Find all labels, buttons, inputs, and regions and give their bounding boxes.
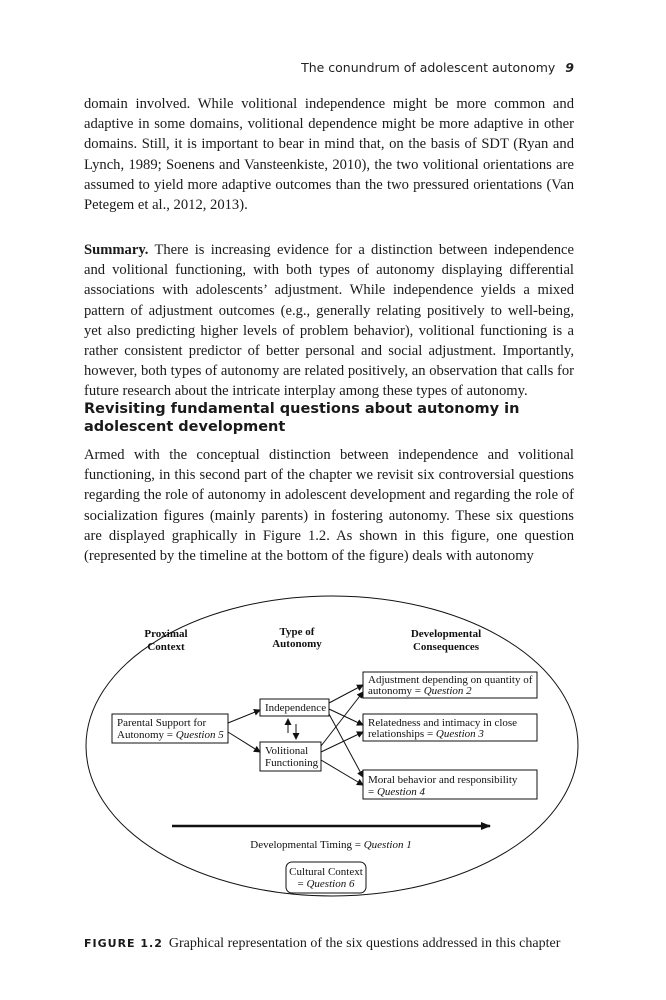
col-dev-1: Developmental (410, 628, 482, 640)
timing-label-a: Developmental Timing = (250, 839, 364, 851)
svg-text:Autonomy = Question 5 (117, 729, 224, 741)
figure-diagram (84, 586, 580, 916)
moral-line-1: Moral behavior and responsibility (368, 774, 518, 786)
moral-line-2a: = (368, 786, 377, 798)
relatedness-line-2b: Question 3 (435, 728, 484, 740)
adjustment-line-2a: autonomy = (368, 685, 424, 697)
timing-label-b: Question 1 (363, 839, 412, 851)
caption-label: FIGURE 1.2 (84, 937, 163, 950)
col-type-1: Type of (279, 626, 315, 638)
caption-text: Graphical representation of the six questions addressed in this chapter (168, 936, 561, 951)
arrow-parental-to-volitional (228, 732, 260, 752)
cultural-line-2a: = (297, 878, 307, 890)
svg-text:= Question 6 (298, 878, 355, 890)
moral-line-2b: Question 4 (376, 786, 425, 798)
col-proximal-1: Proximal (144, 628, 188, 640)
cultural-line-2b: Question 6 (306, 878, 355, 890)
arrow-ind-to-adjustment (329, 685, 363, 703)
running-title: The conundrum of adolescent autonomy (301, 60, 556, 75)
summary-lead: Summary. (84, 242, 149, 258)
adjustment-line-1: Adjustment depending on quantity of (368, 674, 533, 686)
col-dev-2: Consequences (412, 641, 480, 653)
cultural-line-1: Cultural Context (289, 866, 363, 878)
parental-line-2b: Question 5 (175, 729, 224, 741)
parental-line-1: Parental Support for (117, 717, 207, 729)
adjustment-line-2b: Question 2 (423, 685, 472, 697)
page-number: 9 (565, 60, 574, 75)
arrow-vol-to-relatedness (321, 732, 363, 752)
figure-caption (84, 936, 560, 952)
svg-text:autonomy = Question 2 (368, 685, 472, 697)
svg-text:relationships = Question 3 (368, 728, 484, 740)
section-heading: Revisiting fundamental questions about autonomy in adolescent development (84, 401, 520, 435)
relatedness-line-2a: relationships = (368, 728, 436, 740)
summary-text: There is increasing evidence for a distinction between independence and volitional functioning, with both types of autonomy displaying differential associations with adolescents’ adjustment. While independence yields a mixed pattern of adjustment outcomes (e.g., generally relating positively to well-being, yet also predicting higher levels of problem behavior), volitional functioning is a rather consistent predictor of better personal and social adjustment. Importantly, however, both types of autonomy are related positively, an observation that calls for future research about the intricate interplay among these types of autonomy. (84, 242, 575, 400)
paragraph-1: domain involved. While volitional independence might be more common and adaptive in some domains, volitional dependence might be more adaptive in other domains. Still, it is important to bear in mind that, on the basis of SDT (Ryan and Lynch, 1989; Soenens and Vansteenkiste, 2010), the two volitional orientations are assumed to yield more adaptive outcomes than the two pressured orientations (Van Petegem et al., 2012, 2013). (84, 96, 574, 214)
svg-text:= Question 4 (368, 786, 425, 798)
volitional-line-1: Volitional (265, 745, 309, 757)
parental-line-2a: Autonomy = (117, 729, 176, 741)
col-proximal-2: Context (147, 641, 185, 653)
relatedness-line-1: Relatedness and intimacy in close (368, 717, 518, 729)
volitional-line-2: Functioning (265, 757, 319, 769)
paragraph-3: Armed with the conceptual distinction between independence and volitional functioning, in this second part of the chapter we revisit six controversial questions regarding the role of autonomy in adolescent development and regarding the role of socialization figures (mainly parents) in fostering autonomy. These six questions are displayed graphically in Figure 1.2. As shown in this figure, one question (represented by the timeline at the bottom of the figure) deals with autonomy (84, 447, 574, 565)
svg-text:Developmental Timing = Questio (250, 839, 411, 851)
arrow-parental-to-independence (228, 710, 260, 723)
col-type-2: Autonomy (272, 638, 322, 650)
running-header (301, 60, 574, 75)
paragraph-summary (84, 240, 574, 402)
independence-label: Independence (265, 702, 327, 714)
figure-1-2 (84, 586, 580, 921)
arrow-vol-to-moral (321, 760, 363, 785)
